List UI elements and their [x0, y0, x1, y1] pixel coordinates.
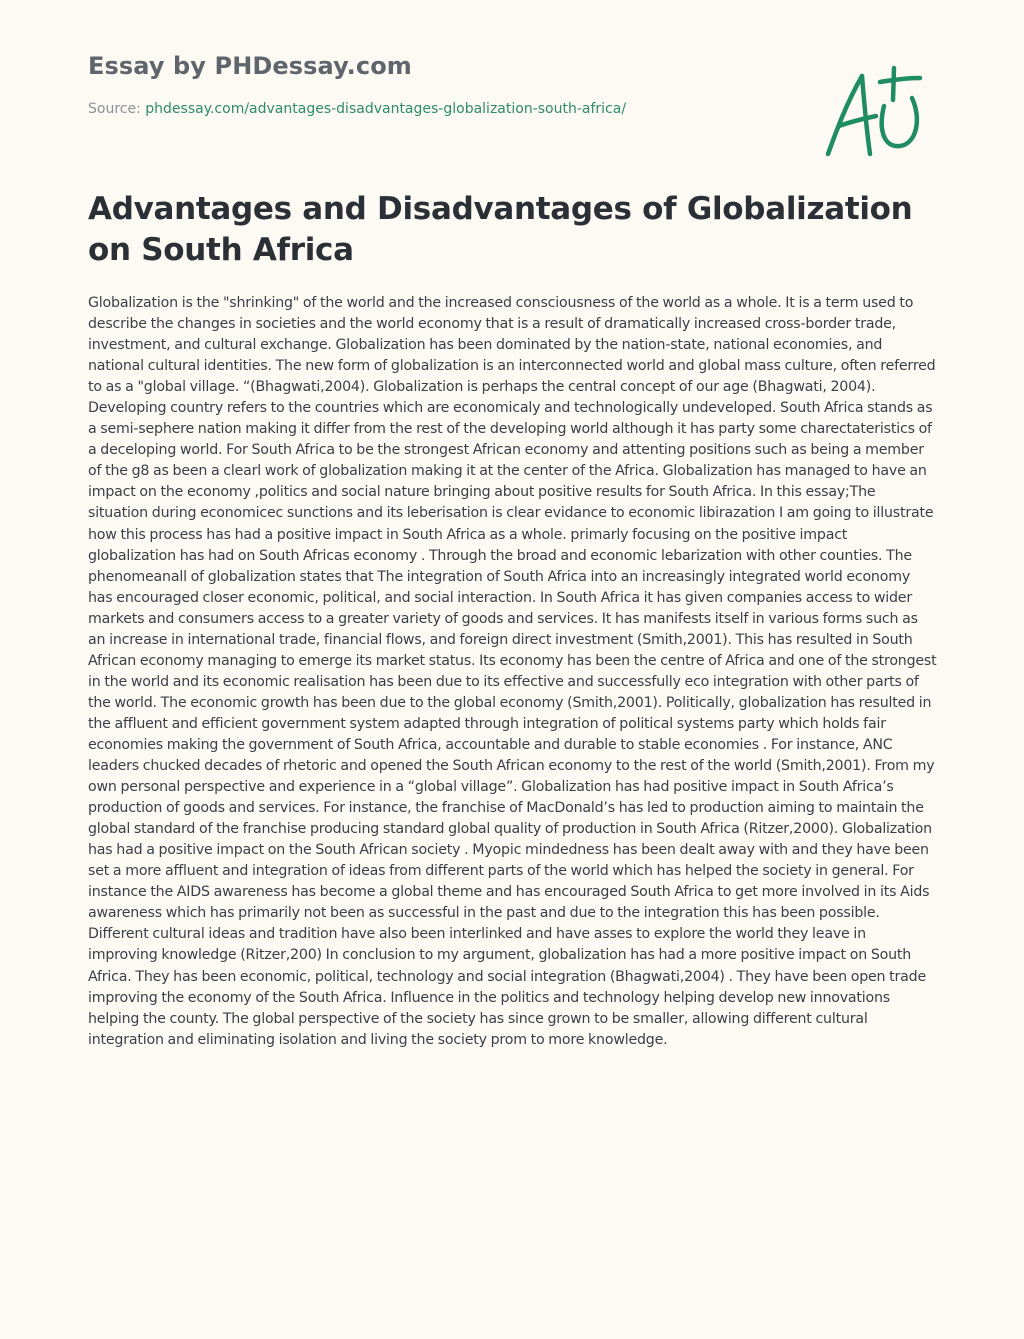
source-line — [88, 99, 788, 119]
site-title: Essay by PHDessay.com — [88, 52, 412, 80]
a-plus-logo-icon — [822, 64, 928, 162]
site-header — [88, 50, 788, 119]
source-label: Source: — [88, 101, 146, 117]
article-body: Globalization is the "shrinking" of the world and the increased consciousness of the world as a whole. It is a term used to describe the changes in societies and the world economy that is a result of dramatically increased cross-border trade, investment, and cultural exchange. Globalization has been dominated by the nation-state, national economies, and national cultural identities. The new form of globalization is an interconnected world and global mass culture, often referred to as a "global village. “(Bhagwati,2004). Globalization is perhaps the central concept of our age (Bhagwati, 2004). Developing country refers to the countries which are economicaly and technologically undeveloped. South Africa stands as a semi-sephere nation making it differ from the rest of the developing world although it has party some charectateristics of a deceloping world. For South Africa to be the strongest African economy and attenting positions such as being a member of the g8 as been a clearl work of globalization making it at the center of the Africa. Globalization has managed to have an impact on the economy ,politics and social nature bringing about positive results for South Africa. In this essay;The situation during economicec sunctions and its leberisation is clear evidance to economic libirazation I am going to illustrate how this process has had a positive impact in South Africa as a whole. primarly focusing on the positive impact globalization has had on South Africas economy . Through the broad and economic lebarization with other counties. The phenomeanall of globalization states that The integration of South Africa into an increasingly integrated world economy has encouraged closer economic, political, and social interaction. In South Africa it has given companies access to wider markets and consumers access to a greater variety of goods and services. It has manifests itself in various forms such as an increase in international trade, financial flows, and foreign direct investment (Smith,2001). This has resulted in South African economy managing to emerge its market status. Its economy has been the centre of Africa and one of the strongest in the world and its economic realisation has been due to its effective and successfully eco integration with other parts of the world. The economic growth has been due to the global economy (Smith,2001). Politically, globalization has resulted in the affluent and efficient government system adapted through integration of political systems party which holds fair economies making the government of South Africa, accountable and durable to stable economies . For instance, ANC leaders chucked decades of rhetoric and opened the South African economy to the rest of the world (Smith,2001). From my own personal perspective and experience in a “global village”. Globalization has had positive impact in South Africa’s production of goods and services. For instance, the franchise of MacDonald’s has led to production aiming to maintain the global standard of the franchise producing standard global quality of production in South Africa (Ritzer,2000). Globalization has had a positive impact on the South African society . Myopic mindedness has been dealt away with and they have been set a more affluent and integration of ideas from different parts of the world which has helped the society in general. For instance the AIDS awareness has become a global theme and has encouraged South Africa to get more involved in its Aids awareness which has primarily not been as successful in the past and due to the integration this has been possible. Different cultural ideas and tradition have also been interlinked and have asses to explore the world they leave in improving knowledge (Ritzer,200) In conclusion to my argument, globalization has had a more positive impact on South Africa. They has been economic, political, technology and social integration (Bhagwati,2004) . They have been open trade improving the economy of the South Africa. Influence in the politics and technology helping develop new innovations helping the county. The global perspective of the society has since grown to be smaller, allowing different cultural integration and eliminating isolation and living the society prom to more knowledge. — [88, 295, 937, 1048]
article-title: Advantages and Disadvantages of Globalization on South Africa — [88, 191, 913, 268]
source-link[interactable]: phdessay.com/advantages-disadvantages-globalization-south-africa/ — [145, 101, 627, 117]
